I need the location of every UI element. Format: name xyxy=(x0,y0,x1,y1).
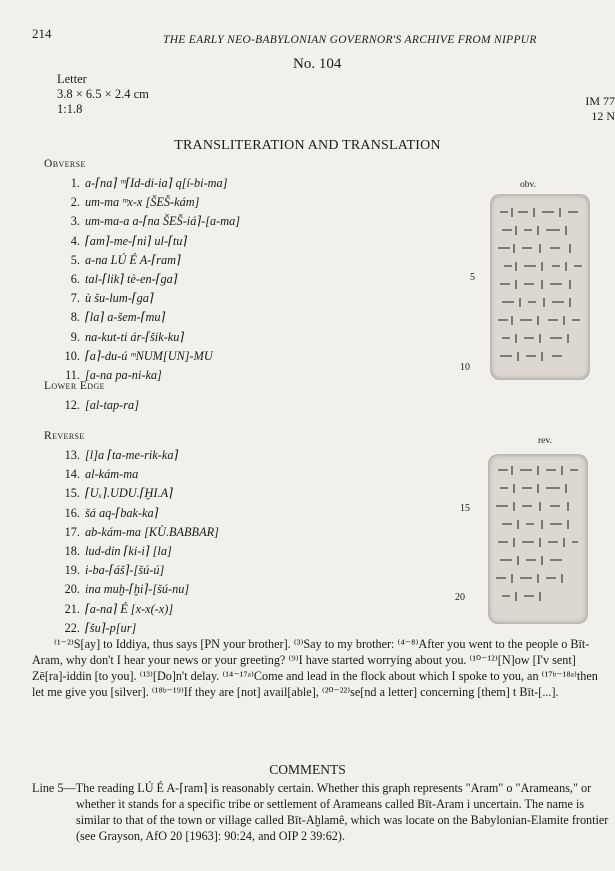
obverse-lines xyxy=(62,174,240,385)
line-number: 13. xyxy=(64,448,80,462)
line-transliteration: ab-kám-ma [KÙ.BABBAR] xyxy=(85,524,219,539)
line-number: 9. xyxy=(70,329,80,344)
line-transliteration: ⌈a-na⌉ É [x-x(-x)] xyxy=(85,601,174,616)
line-number: 10. xyxy=(64,348,80,363)
line-number: 20. xyxy=(64,582,80,597)
line-number: 17. xyxy=(64,524,80,539)
museum-number: IM 77 xyxy=(585,94,615,108)
text-line xyxy=(62,289,240,308)
line-transliteration: ⌈a⌉-du-ú ᵐNUM[UN]-MU xyxy=(85,348,213,363)
line-transliteration: [l]a ⌈ta-me-rik-ka⌉ xyxy=(85,448,179,462)
line-number: 4. xyxy=(70,233,80,248)
line-number: 22. xyxy=(64,620,80,635)
text-line xyxy=(62,193,240,212)
text-line xyxy=(62,212,240,231)
page-number: 214 xyxy=(32,26,52,41)
line-number: 15. xyxy=(64,486,80,501)
line-transliteration: na-kut-ti ár-⌈šik-ku⌉ xyxy=(85,329,185,344)
text-line xyxy=(62,446,219,465)
line-transliteration: ⌈am⌉-me-⌈ni⌉ ul-⌈tu⌉ xyxy=(85,233,188,248)
line-number: 19. xyxy=(64,563,80,578)
line-number: 6. xyxy=(70,272,80,287)
lower-edge-lines xyxy=(62,396,139,415)
line-transliteration: i-ba-⌈áš⌉-[šú-ú] xyxy=(85,563,165,578)
line-number: 5. xyxy=(70,252,80,267)
line-number: 11. xyxy=(65,368,80,383)
text-line xyxy=(62,561,219,580)
transliteration-heading: TRANSLITERATION AND TRANSLATION xyxy=(174,138,441,153)
line-transliteration: [a-na pa-ni-ka] xyxy=(85,368,162,383)
text-line xyxy=(62,232,240,251)
line-transliteration: ⌈Uₓ⌉.UDU.⌈ḪI.A⌉ xyxy=(85,486,173,501)
comment-line-5: Line 5—The reading LÚ É A-⌈ram⌉ is reasonably certain. Whether this graph represents "Aram" o "Arameans," or whether it stands for a specific tribe or settlement of Arameans called Bīt-Aram i uncertain. The name is similar to that of the town or village called Bīt-Aḫlamê, which was locate on the Babylonian-Elamite frontier (see Grayson, AfO 20 [1963]: 90:24, and OIP 2 39:62). xyxy=(32,781,609,843)
document-ratio: 1:1.8 xyxy=(57,102,83,116)
document-number: No. 104 xyxy=(293,56,342,72)
line-transliteration: lud-din ⌈ki-i⌉ [la] xyxy=(85,544,172,559)
text-line xyxy=(62,308,240,327)
text-line xyxy=(62,270,240,289)
museum-number-2: 12 N xyxy=(591,109,615,123)
line-transliteration: tal-⌈lik⌉ tè-en-⌈ga⌉ xyxy=(85,272,178,287)
section-lower-edge: Lower Edge xyxy=(44,380,105,392)
text-line xyxy=(62,542,219,561)
line-transliteration: um-ma-a a-⌈na ŠEŠ-iá⌉-[a-ma] xyxy=(85,214,241,229)
reverse-photo-label: rev. xyxy=(538,436,552,446)
line-number: 2. xyxy=(70,195,80,210)
line-transliteration: a-⌈na⌉ ᵐ⌈Id-di-ia⌉ q[í-bi-ma] xyxy=(85,176,228,190)
line-transliteration: ina muḫ-⌈ḫi⌉-[šú-nu] xyxy=(85,582,190,597)
line-marker-5: 5 xyxy=(470,272,475,283)
line-number: 8. xyxy=(70,310,80,325)
line-number: 16. xyxy=(64,505,80,520)
reverse-tablet-photo xyxy=(488,454,588,624)
line-transliteration: šá aq-⌈bak-ka⌉ xyxy=(85,505,159,520)
comment-block xyxy=(32,780,612,844)
document-type: Letter xyxy=(57,72,87,86)
line-transliteration: ù šu-lum-⌈ga⌉ xyxy=(85,291,154,306)
text-line xyxy=(62,347,240,366)
line-transliteration: um-ma ᵐx-x [ŠEŠ-kám] xyxy=(85,195,200,210)
text-line xyxy=(62,174,240,193)
text-line xyxy=(62,396,139,415)
section-reverse: Reverse xyxy=(44,430,85,442)
line-number: 18. xyxy=(64,544,80,559)
line-marker-15: 15 xyxy=(460,503,470,514)
translation-text: ⁽¹⁻²⁾S[ay] to Iddiya, thus says [PN your brother]. ⁽³⁾Say to my brother: ⁽⁴⁻⁸⁾After you went to the people o Bīt-Aram, why don't I hear your news or your greeting? ⁽⁹⁾I have started worrying about you. ⁽¹⁰⁻¹²⁾[N]ow [I'v sent] Zē[ra]-iddin [to you]. ⁽¹³⁾[Do]n't delay. ⁽¹⁴⁻¹⁷ᵃ⁾Come and lead in the flock about which I spoke to you, an ⁽¹⁷ᵇ⁻¹⁸ᵃ⁾then let me give you [silver]. ⁽¹⁸ᵇ⁻¹⁹⁾If they are [not] avail[able], ⁽²⁰⁻²²⁾se[nd a letter] concerning [them] t Bīt-[...]. xyxy=(32,637,598,699)
line-marker-20: 20 xyxy=(455,592,465,603)
line-transliteration: ⌈šu⌉-p[ur] xyxy=(85,620,137,635)
section-obverse: Obverse xyxy=(44,158,86,170)
running-title: THE EARLY NEO-BABYLONIAN GOVERNOR'S ARCHIVE FROM NIPPUR xyxy=(163,34,537,46)
line-marker-10: 10 xyxy=(460,362,470,373)
line-number: 1. xyxy=(70,176,80,190)
line-number: 12. xyxy=(64,398,80,412)
obverse-photo-label: obv. xyxy=(520,180,537,190)
text-line xyxy=(62,580,219,599)
document-dimensions: 3.8 × 6.5 × 2.4 cm xyxy=(57,87,149,101)
reverse-cuneiform-image xyxy=(488,454,588,624)
line-transliteration: [al-tap-ra] xyxy=(85,398,139,412)
translation-paragraph xyxy=(32,636,612,700)
text-line xyxy=(62,523,219,542)
text-line xyxy=(62,504,219,523)
line-transliteration: a-na LÚ É A-⌈ram⌉ xyxy=(85,252,181,267)
obverse-tablet-photo xyxy=(490,194,590,380)
line-transliteration: al-kám-ma xyxy=(85,467,139,482)
line-number: 14. xyxy=(64,467,80,482)
text-line xyxy=(62,251,240,270)
comments-heading: COMMENTS xyxy=(269,762,346,777)
line-transliteration: ⌈la⌉ a-šem-⌈mu⌉ xyxy=(85,310,166,325)
line-number: 21. xyxy=(64,601,80,616)
reverse-lines xyxy=(62,446,219,638)
text-line xyxy=(62,328,240,347)
line-number: 7. xyxy=(70,291,80,306)
text-line xyxy=(62,600,219,619)
obverse-cuneiform-image xyxy=(490,194,590,380)
line-number: 3. xyxy=(70,214,80,229)
text-line xyxy=(62,484,219,503)
text-line xyxy=(62,465,219,484)
